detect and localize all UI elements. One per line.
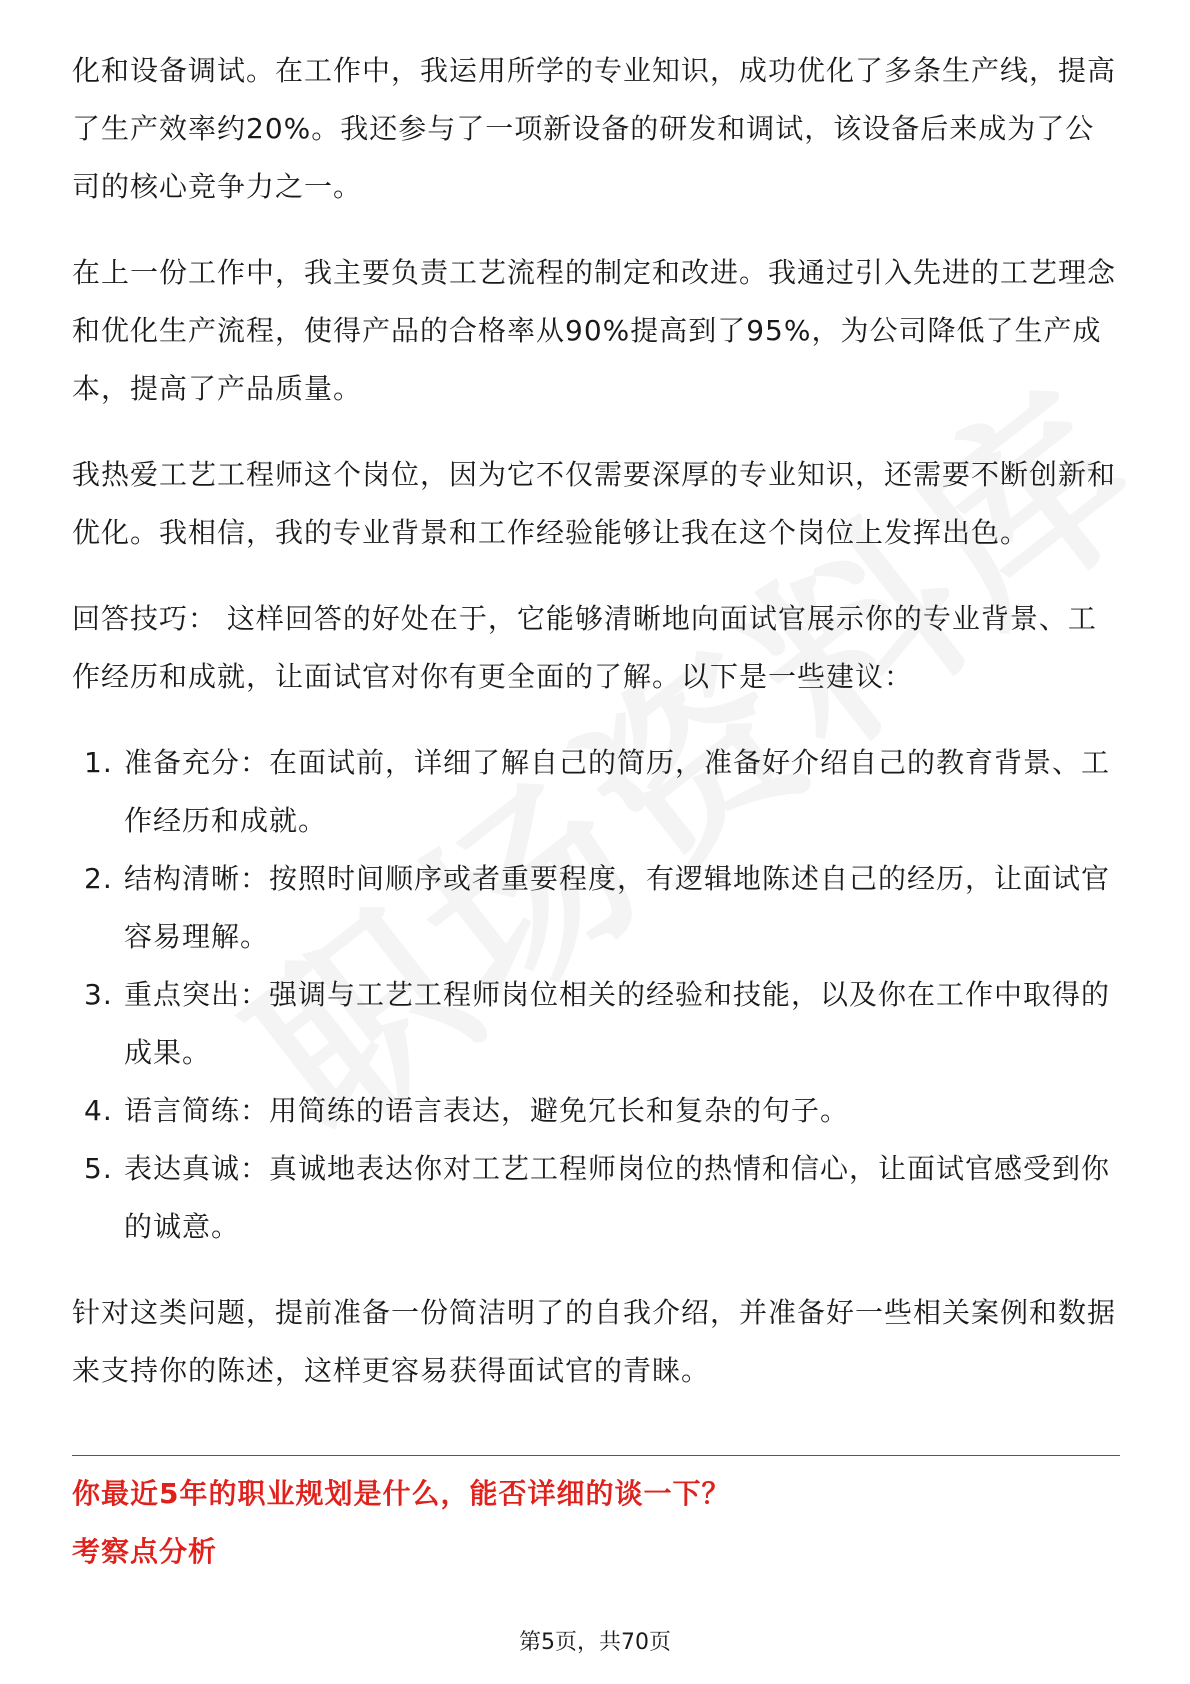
list-item	[72, 1140, 1122, 1256]
closing-paragraph: 针对这类问题，提前准备一份简洁明了的自我介绍，并准备好一些相关案例和数据来支持你的陈述，这样更容易获得面试官的青睐。	[72, 1296, 1117, 1387]
document-body	[72, 42, 1122, 1428]
tips-list	[72, 734, 1122, 1256]
list-item-text: 准备充分：在面试前，详细了解自己的简历，准备好介绍自己的教育背景、工作经历和成就。	[124, 746, 1111, 837]
list-item-text: 结构清晰：按照时间顺序或者重要程度，有逻辑地陈述自己的经历，让面试官容易理解。	[124, 862, 1111, 953]
paragraph: 我热爱工艺工程师这个岗位，因为它不仅需要深厚的专业知识，还需要不断创新和优化。我相信，我的专业背景和工作经验能够让我在这个岗位上发挥出色。	[72, 458, 1117, 549]
analysis-heading: 考察点分析	[72, 1535, 218, 1568]
list-number: 1.	[84, 746, 113, 779]
list-number: 5.	[84, 1152, 113, 1185]
list-number: 2.	[84, 862, 113, 895]
paragraph: 化和设备调试。在工作中，我运用所学的专业知识，成功优化了多条生产线，提高了生产效率约20%。我还参与了一项新设备的研发和调试，该设备后来成为了公司的核心竞争力之一。	[72, 54, 1117, 203]
list-number: 4.	[84, 1094, 113, 1127]
list-number: 3.	[84, 978, 113, 1011]
section-divider	[72, 1455, 1120, 1456]
list-item	[72, 1082, 1122, 1140]
paragraph: 在上一份工作中，我主要负责工艺流程的制定和改进。我通过引入先进的工艺理念和优化生产流程，使得产品的合格率从90%提高到了95%，为公司降低了生产成本，提高了产品质量。	[72, 256, 1117, 405]
page-footer: 第5页，共70页	[519, 1630, 671, 1655]
list-item	[72, 966, 1122, 1082]
list-item	[72, 850, 1122, 966]
list-item-text: 语言简练：用简练的语言表达，避免冗长和复杂的句子。	[124, 1094, 850, 1127]
question-heading: 你最近5年的职业规划是什么，能否详细的谈一下？	[72, 1477, 731, 1510]
list-item-text: 重点突出：强调与工艺工程师岗位相关的经验和技能，以及你在工作中取得的成果。	[124, 978, 1111, 1069]
list-item	[72, 734, 1122, 850]
list-item-text: 表达真诚：真诚地表达你对工艺工程师岗位的热情和信心，让面试官感受到你的诚意。	[124, 1152, 1111, 1243]
answer-tips-paragraph: 回答技巧： 这样回答的好处在于，它能够清晰地向面试官展示你的专业背景、工作经历和成就，让面试官对你有更全面的了解。以下是一些建议：	[72, 602, 1097, 693]
